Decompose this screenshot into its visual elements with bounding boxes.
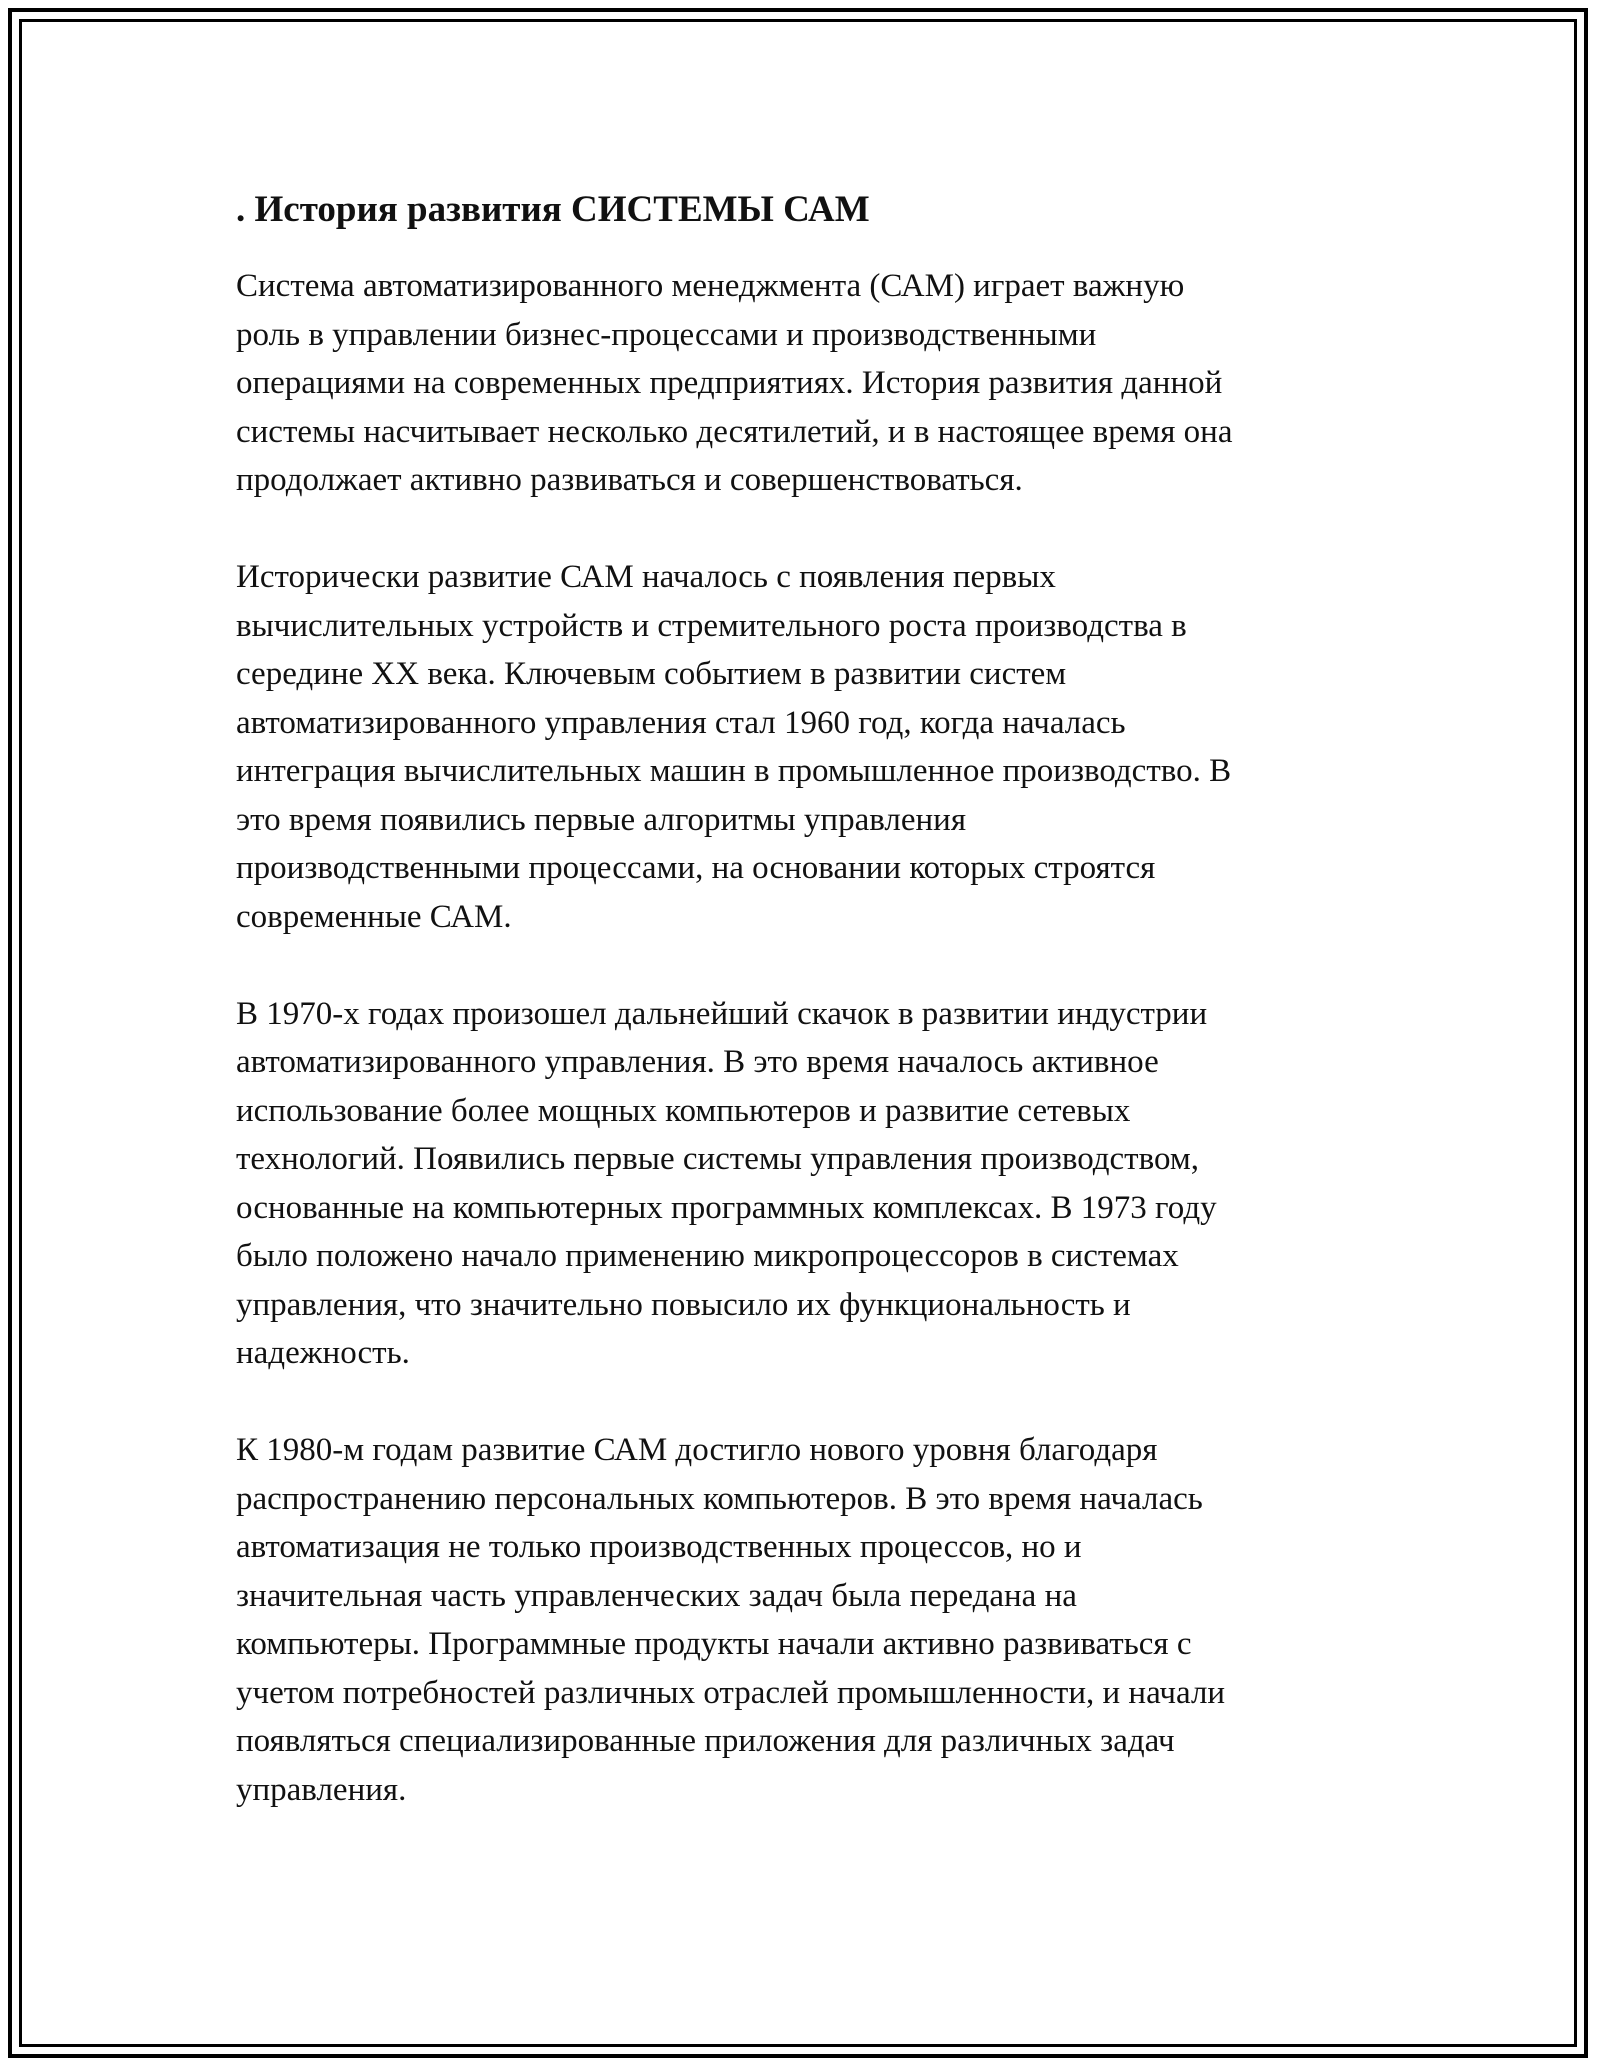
- text-line: продолжает активно развиваться и совершенствоваться.: [236, 462, 1023, 498]
- text-line: значительная часть управленческих задач была передана на: [236, 1577, 1077, 1614]
- text-line: управления.: [236, 1771, 407, 1808]
- text-line: вычислительных устройств и стремительного роста производства в: [236, 607, 1187, 644]
- text-line: интеграция вычислительных машин в промышленное производство. В: [236, 753, 1232, 789]
- page-title: . История развития СИСТЕМЫ САМ: [236, 189, 870, 230]
- text-line: появляться специализированные приложения для различных задач: [236, 1723, 1175, 1759]
- text-line: Исторически развитие САМ началось с появления первых: [236, 559, 1056, 595]
- text-line: это время появились первые алгоритмы управления: [236, 801, 966, 838]
- text-line: современные САМ.: [236, 898, 512, 935]
- text-line: автоматизированного управления стал 1960 год, когда началась: [236, 704, 1126, 741]
- text-line: учетом потребностей различных отраслей промышленности, и начали: [236, 1674, 1226, 1711]
- text-line: В 1970-х годах произошел дальнейший скачок в развитии индустрии: [236, 995, 1208, 1032]
- text-line: компьютеры. Программные продукты начали активно развиваться с: [236, 1626, 1192, 1662]
- text-line: середине XX века. Ключевым событием в развитии систем: [236, 656, 1067, 692]
- document-body: [236, 186, 1366, 1863]
- paragraph: [236, 262, 1366, 505]
- text-line: было положено начало применению микропроцессоров в системах: [236, 1238, 1179, 1274]
- text-line: основанные на компьютерных программных комплексах. В 1973 году: [236, 1189, 1217, 1226]
- text-line: Система автоматизированного менеджмента (САМ) играет важную: [236, 268, 1185, 304]
- text-line: распространению персональных компьютеров. В это время началась: [236, 1480, 1203, 1517]
- paragraph: [236, 553, 1366, 941]
- text-line: технологий. Появились первые системы управления производством,: [236, 1141, 1199, 1177]
- text-line: операциями на современных предприятиях. История развития данной: [236, 365, 1223, 401]
- text-line: К 1980-м годам развитие САМ достигло нового уровня благодаря: [236, 1432, 1158, 1468]
- text-line: надежность.: [236, 1335, 410, 1371]
- text-line: системы насчитывает несколько десятилетий, и в настоящее время она: [236, 413, 1233, 450]
- text-line: производственными процессами, на основании которых строятся: [236, 850, 1156, 886]
- text-line: управления, что значительно повысило их функциональность и: [236, 1286, 1131, 1323]
- text-line: автоматизация не только производственных процессов, но и: [236, 1529, 1082, 1565]
- text-line: автоматизированного управления. В это время началось активное: [236, 1044, 1159, 1080]
- text-line: роль в управлении бизнес-процессами и производственными: [236, 316, 1097, 353]
- text-line: использование более мощных компьютеров и развитие сетевых: [236, 1092, 1131, 1129]
- paragraph: [236, 1426, 1366, 1814]
- paragraph: [236, 990, 1366, 1378]
